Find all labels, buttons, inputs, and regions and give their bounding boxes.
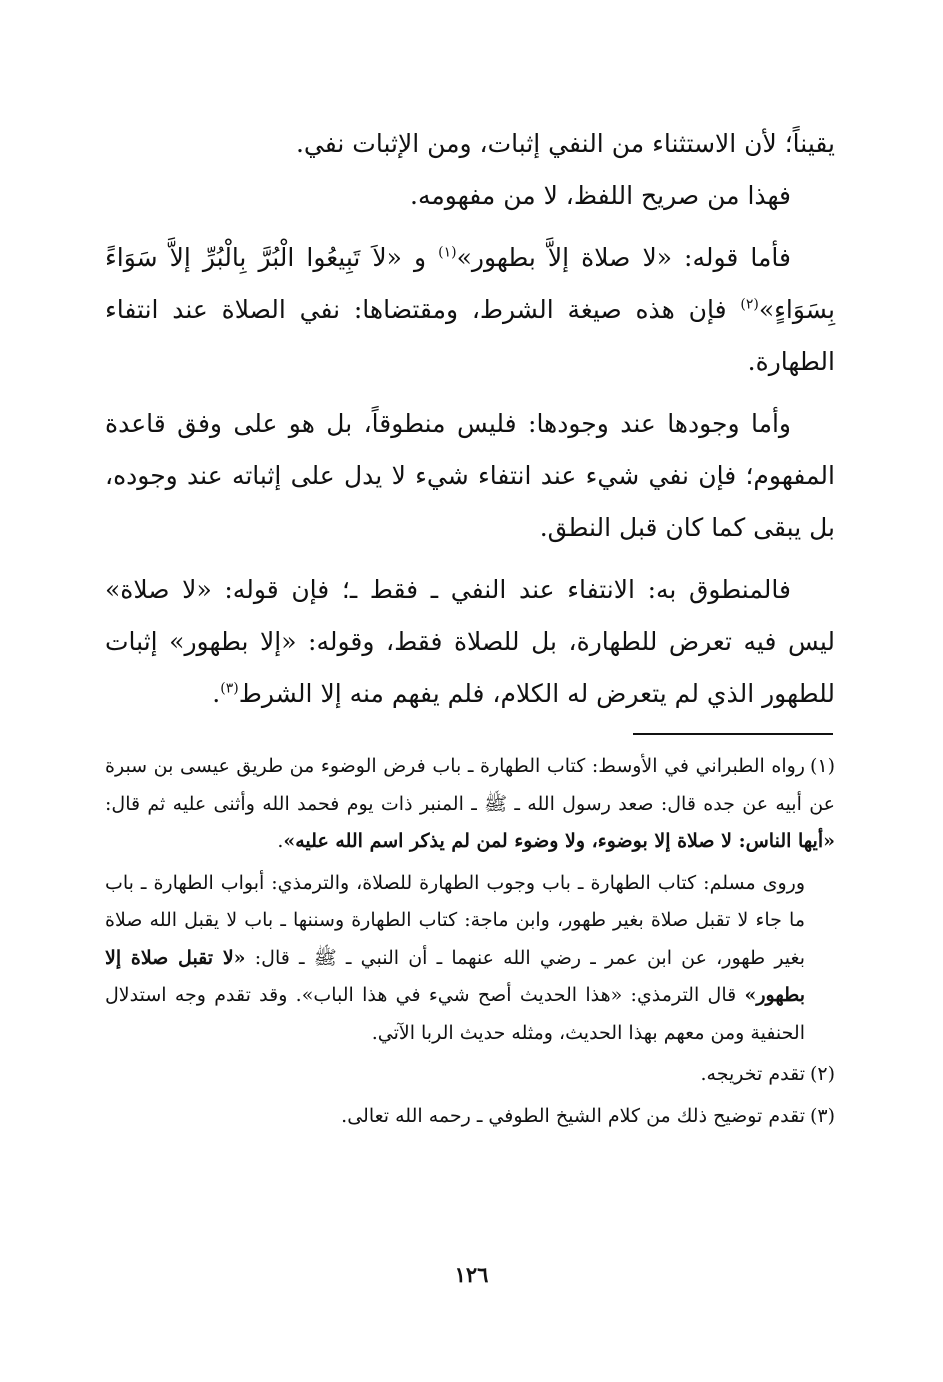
footnote-1-text-b: .	[277, 830, 284, 852]
footnote-1-number: (١)	[809, 755, 835, 777]
paragraph-5-text-b: .	[212, 679, 221, 708]
paragraph-2-text: فهذا من صريح اللفظ، لا من مفهومه.	[410, 181, 791, 210]
footnote-ref-3: (٣)	[220, 680, 239, 697]
footnote-1-cont-text-a: وروى مسلم: كتاب الطهارة ـ باب وجوب الطهارة للصلاة، والترمذي: أبواب الطهارة ـ باب ما جاء لا تقبل صلاة بغير طهور، وابن ماجة: كتاب الطهارة وسننها ـ باب لا يقبل الله صلاة بغير طهور، عن ابن عمر ـ رضي الله عنهما ـ أن النبي ـ ﷺ ـ قال:	[105, 871, 805, 969]
page-number: ١٢٦	[454, 1262, 489, 1287]
footnote-2-text: تقدم تخريجه.	[700, 1063, 805, 1085]
paragraph-3-text-c: فإن هذه صيغة الشرط، ومقتضاها: نفي الصلاة عند انتفاء الطهارة.	[105, 295, 835, 376]
footnotes	[105, 748, 835, 1135]
paragraph-4-text: وأما وجودها عند وجودها: فليس منطوقاً، بل هو على وفق قاعدة المفهوم؛ فإن نفي شيء عند انتفاء شيء لا يدل على إثباته عند وجوده، بل يبقى كما كان قبل النطق.	[105, 409, 835, 542]
paragraph-5-text-a: فالمنطوق به: الانتفاء عند النفي ـ فقط ـ؛ فإن قوله: «لا صلاة» ليس فيه تعرض للطهارة، بل للصلاة فقط، وقوله: «إلا بطهور» إثبات للطهور الذي لم يتعرض له الكلام، فلم يفهم منه إلا الشرط	[105, 575, 835, 708]
footnote-3	[105, 1098, 835, 1136]
footnote-3-number: (٣)	[809, 1104, 835, 1127]
paragraph-3	[105, 232, 835, 388]
footnote-1	[105, 748, 835, 861]
paragraph-5	[105, 564, 835, 720]
paragraph-3-text-b: و «لاَ تَبِيعُوا الْبُرَّ بِالْبُرِّ إلاَّ سَوَاءً بِسَوَاءٍ»	[105, 243, 835, 324]
footnote-2	[105, 1056, 835, 1094]
paragraph-4	[105, 398, 835, 554]
footnote-1-text-a: رواه الطبراني في الأوسط: كتاب الطهارة ـ باب فرض الوضوء من طريق عيسى بن سبرة عن أبيه عن جده قال: صعد رسول الله ـ ﷺ ـ المنبر ذات يوم فحمد الله وأثنى عليه ثم قال:	[105, 755, 835, 815]
paragraph-2	[105, 170, 835, 222]
paragraph-3-text-a: فأما قوله: «لا صلاة إلاَّ بطهور»	[456, 243, 791, 272]
footnote-1-cont-hadith: «لا تقبل صلاة إلا بطهور»	[105, 946, 805, 1006]
footnote-3-text: تقدم توضيح ذلك من كلام الشيخ الطوفي ـ رحمه الله تعالى.	[341, 1104, 805, 1127]
footnote-1-cont-text-b: قال الترمذي: «هذا الحديث أصح شيء في هذا الباب». وقد تقدم وجه استدلال الحنفية ومن معهم بهذا الحديث، ومثله حديث الربا الآتي.	[105, 984, 805, 1044]
footnote-1-hadith: «أيها الناس: لا صلاة إلا بوضوء، ولا وضوء لمن لم يذكر اسم الله عليه»	[283, 830, 835, 852]
paragraph-1	[105, 118, 835, 170]
footnote-1-continuation	[105, 865, 835, 1053]
footnote-ref-2: (٢)	[740, 296, 759, 313]
paragraph-1-text: يقيناً؛ لأن الاستثناء من النفي إثبات، ومن الإثبات نفي.	[295, 129, 835, 158]
footnote-2-number: (٢)	[809, 1063, 835, 1085]
main-text	[105, 118, 835, 720]
footnote-ref-1: (١)	[438, 244, 457, 261]
footnote-separator	[633, 733, 833, 735]
